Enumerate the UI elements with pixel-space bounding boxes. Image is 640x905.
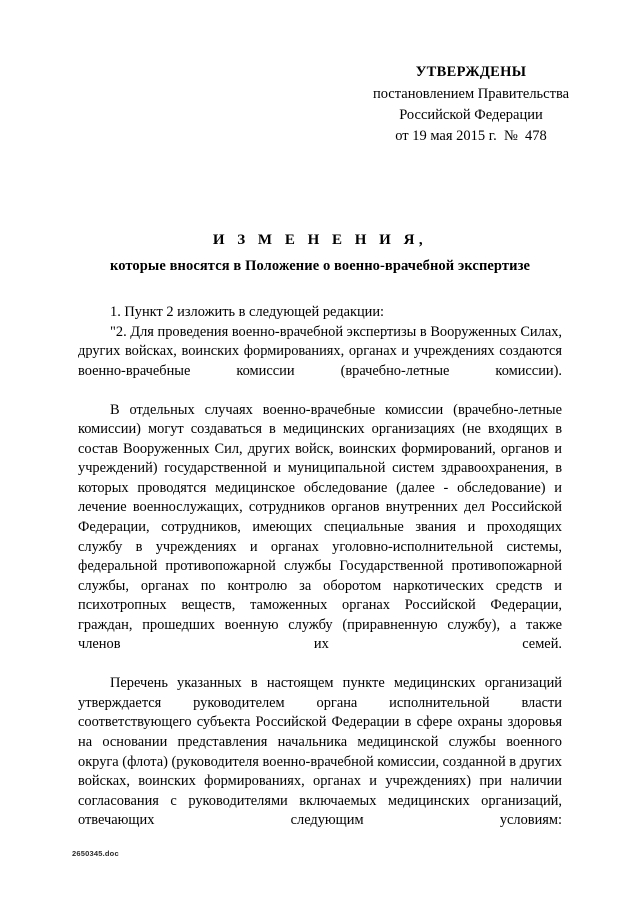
body-paragraph-3: В отдельных случаях военно-врачебные комиссии (врачебно-летные комиссии) могут создаваться в медицинских организациях (не входящих в состав Вооруженных Сил, других войск, воинских формирований, органов и учреждений) государственной и муниципальной систем здравоохранения, в которых проводятся медицинское обследование (далее - обследование) и лечение военнослужащих, сотрудников органов внутренних дел Российской Федерации, сотрудников, имеющих специальные звания и проходящих службу в учреждениях и органах уголовно-исполнительной системы, федеральной противопожарной службы Государственной противопожарной службы, органах по контролю за оборотом наркотических средств и психотропных веществ, таможенных органах Российской Федерации, граждан, прошедших военную службу (приравненную службу), а также членов их семей. xyxy=(78,401,562,653)
document-body xyxy=(78,303,562,850)
approval-title: УТВЕРЖДЕНЫ xyxy=(415,64,527,80)
body-paragraph-4: Перечень указанных в настоящем пункте медицинских организаций утверждается руководителем органа исполнительной власти соответствующего субъекта Российской Федерации в сфере охраны здоровья на основании представления начальника медицинской службы военного округа (флота) (руководителя военно-врачебной комиссии, созданной в других войсках, воинских формированиях, органах и учреждениях) при наличии согласования с руководителями включаемых медицинских организаций, отвечающих следующим условиям: xyxy=(78,675,562,829)
footer-file-stamp: 2650345.doc xyxy=(72,849,119,858)
approval-line-1: постановлением Правительства xyxy=(372,86,570,102)
approval-date-number: от 19 мая 2015 г. № 478 xyxy=(395,128,547,144)
document-subtitle: которые вносятся в Положение о военно-врачебной экспертизе xyxy=(109,258,531,274)
body-paragraph-1: 1. Пункт 2 изложить в следующей редакции: xyxy=(110,304,385,320)
document-title: И З М Е Н Е Н И Я, xyxy=(212,232,428,248)
body-paragraph-2: "2. Для проведения военно-врачебной экспертизы в Вооруженных Силах, других войсках, воинских формированиях, органах и учреждениях создаются военно-врачебные комиссии (врачебно-летные комиссии). xyxy=(78,323,562,379)
approval-line-2: Российской Федерации xyxy=(399,107,543,123)
approval-header xyxy=(340,62,602,147)
document-title-block xyxy=(78,232,562,275)
